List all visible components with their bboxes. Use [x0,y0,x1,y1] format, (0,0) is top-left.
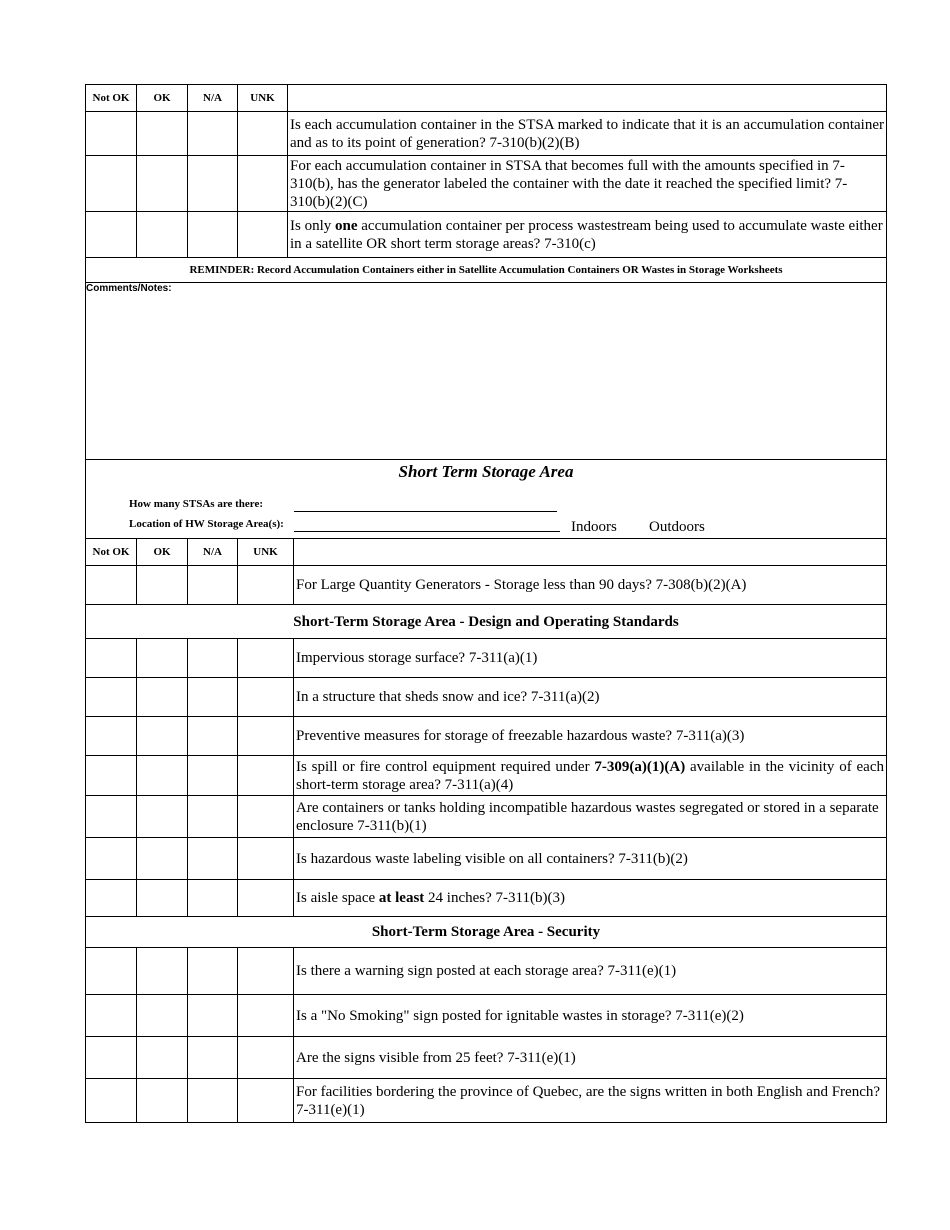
table-row [86,880,887,917]
checkbox-not-ok[interactable] [86,678,137,717]
question-text: Is each accumulation container in the STSA marked to indicate that it is an accumulation container and as to its point of generation? 7-310(b)(2)(B) [288,112,887,156]
checkbox-ok[interactable] [137,756,188,796]
checkbox-ok[interactable] [137,212,188,258]
question-text-part: Is spill or fire control equipment required under [296,758,595,775]
checkbox-na[interactable] [188,156,238,212]
checkbox-na[interactable] [188,796,238,838]
checkbox-ok[interactable] [137,156,188,212]
question-text: Is there a warning sign posted at each storage area? 7-311(e)(1) [294,948,887,995]
checkbox-na[interactable] [188,880,238,917]
table-row [86,678,887,717]
header-row [86,539,887,566]
question-text [294,756,887,796]
checkbox-unk[interactable] [238,1037,294,1079]
checkbox-na[interactable] [188,1037,238,1079]
section-title: Short-Term Storage Area - Design and Operating Standards [86,605,887,639]
checkbox-na[interactable] [188,678,238,717]
table-row [86,838,887,880]
question-text: Are the signs visible from 25 feet? 7-311(e)(1) [294,1037,887,1079]
question-text-part: Is only [290,217,335,234]
header-ok: OK [137,539,188,566]
question-text-bold: one [335,217,358,234]
question-text-bold: at least [378,890,425,906]
checkbox-na[interactable] [188,717,238,756]
header-ok: OK [137,85,188,112]
checkbox-not-ok[interactable] [86,838,137,880]
table-row [86,995,887,1037]
checkbox-not-ok[interactable] [86,796,137,838]
checkbox-not-ok[interactable] [86,717,137,756]
checkbox-na[interactable] [188,995,238,1037]
checkbox-ok[interactable] [137,1037,188,1079]
checkbox-na[interactable] [188,838,238,880]
question-text: Is hazardous waste labeling visible on all containers? 7-311(b)(2) [294,838,887,880]
checkbox-na[interactable] [188,948,238,995]
question-text-part: accumulation container per process wastestream being used to accumulate waste either in a satellite OR short term storage areas? 7-310(c) [290,217,883,252]
checkbox-ok[interactable] [137,112,188,156]
table-row [86,756,887,796]
question-text: For facilities bordering the province of Quebec, are the signs written in both English and French? 7-311(e)(1) [294,1079,887,1123]
table-row [86,948,887,995]
checkbox-na[interactable] [188,639,238,678]
checkbox-ok[interactable] [137,948,188,995]
how-many-input[interactable] [294,511,557,512]
header-blank [294,539,887,566]
checkbox-not-ok[interactable] [86,995,137,1037]
question-text: In a structure that sheds snow and ice? 7-311(a)(2) [294,678,887,717]
checkbox-not-ok[interactable] [86,1037,137,1079]
outdoors-option[interactable]: Outdoors [649,519,705,535]
top-checklist-table [85,84,887,460]
checkbox-unk[interactable] [238,678,294,717]
table-row [86,112,887,156]
header-not-ok: Not OK [86,539,137,566]
checkbox-not-ok[interactable] [86,756,137,796]
header-blank [288,85,887,112]
comments-area[interactable] [86,283,887,460]
question-text: Impervious storage surface? 7-311(a)(1) [294,639,887,678]
reminder-row [86,258,887,283]
location-label: Location of HW Storage Area(s): [129,518,284,530]
header-na: N/A [188,539,238,566]
question-text [294,880,887,917]
checkbox-unk[interactable] [238,112,288,156]
checkbox-not-ok[interactable] [86,948,137,995]
question-text: Are containers or tanks holding incompatible hazardous wastes segregated or stored in a separate enclosure 7-311(b)(1) [294,796,887,838]
checkbox-ok[interactable] [137,566,188,605]
checkbox-ok[interactable] [137,639,188,678]
question-text-part: 24 inches? 7-311(b)(3) [424,890,565,906]
reminder-text: REMINDER: Record Accumulation Containers either in Satellite Accumulation Containers OR Wastes in Storage Worksheets [86,258,887,283]
question-text [288,212,887,258]
header-row [86,85,887,112]
stsa-header-block [85,460,887,538]
comments-row [86,283,887,460]
checkbox-na[interactable] [188,1079,238,1123]
checkbox-not-ok[interactable] [86,112,137,156]
section-row [86,605,887,639]
checkbox-ok[interactable] [137,796,188,838]
checkbox-ok[interactable] [137,678,188,717]
checkbox-ok[interactable] [137,1079,188,1123]
question-text: For each accumulation container in STSA that becomes full with the amounts specified in 7-310(b), has the generator labeled the container with the date it reached the specified limit? 7-310(b)(2)(C) [288,156,887,212]
table-row [86,639,887,678]
question-text-part: Is aisle space [296,890,379,906]
question-text: For Large Quantity Generators - Storage less than 90 days? 7-308(b)(2)(A) [294,566,887,605]
question-text: Is a "No Smoking" sign posted for ignitable wastes in storage? 7-311(e)(2) [294,995,887,1037]
question-text-bold: 7-309(a)(1)(A) [594,758,686,775]
table-row [86,566,887,605]
header-unk: UNK [238,85,288,112]
location-input[interactable] [294,531,560,532]
checkbox-not-ok[interactable] [86,212,137,258]
section-title: Short-Term Storage Area - Security [86,917,887,948]
checkbox-unk[interactable] [238,948,294,995]
checkbox-na[interactable] [188,756,238,796]
checkbox-ok[interactable] [137,838,188,880]
checkbox-not-ok[interactable] [86,566,137,605]
checkbox-unk[interactable] [238,1079,294,1123]
table-row [86,1079,887,1123]
header-unk: UNK [238,539,294,566]
table-row [86,717,887,756]
checkbox-unk[interactable] [238,566,294,605]
section-row [86,917,887,948]
how-many-label: How many STSAs are there: [129,498,264,510]
checkbox-not-ok[interactable] [86,639,137,678]
header-not-ok: Not OK [86,85,137,112]
checkbox-na[interactable] [188,212,238,258]
checkbox-na[interactable] [188,566,238,605]
table-row [86,1037,887,1079]
checkbox-unk[interactable] [238,880,294,917]
header-na: N/A [188,85,238,112]
checkbox-ok[interactable] [137,717,188,756]
checkbox-not-ok[interactable] [86,880,137,917]
section-title: Short Term Storage Area [398,462,574,481]
table-row [86,796,887,838]
checkbox-unk[interactable] [238,838,294,880]
question-text-part: available in the vicinity of each short-term storage area? 7-311(a)(4) [296,758,885,793]
stsa-checklist-table [85,538,887,1123]
comments-label: Comments/Notes: [86,283,172,294]
indoors-option[interactable]: Indoors [571,519,617,535]
question-text: Preventive measures for storage of freezable hazardous waste? 7-311(a)(3) [294,717,887,756]
checklist-page [85,84,887,1123]
checkbox-unk[interactable] [238,995,294,1037]
checkbox-unk[interactable] [238,212,288,258]
checkbox-ok[interactable] [137,995,188,1037]
table-row [86,156,887,212]
checkbox-ok[interactable] [137,880,188,917]
checkbox-not-ok[interactable] [86,1079,137,1123]
checkbox-unk[interactable] [238,717,294,756]
checkbox-na[interactable] [188,112,238,156]
checkbox-unk[interactable] [238,756,294,796]
checkbox-unk[interactable] [238,796,294,838]
checkbox-unk[interactable] [238,156,288,212]
checkbox-unk[interactable] [238,639,294,678]
checkbox-not-ok[interactable] [86,156,137,212]
table-row [86,212,887,258]
